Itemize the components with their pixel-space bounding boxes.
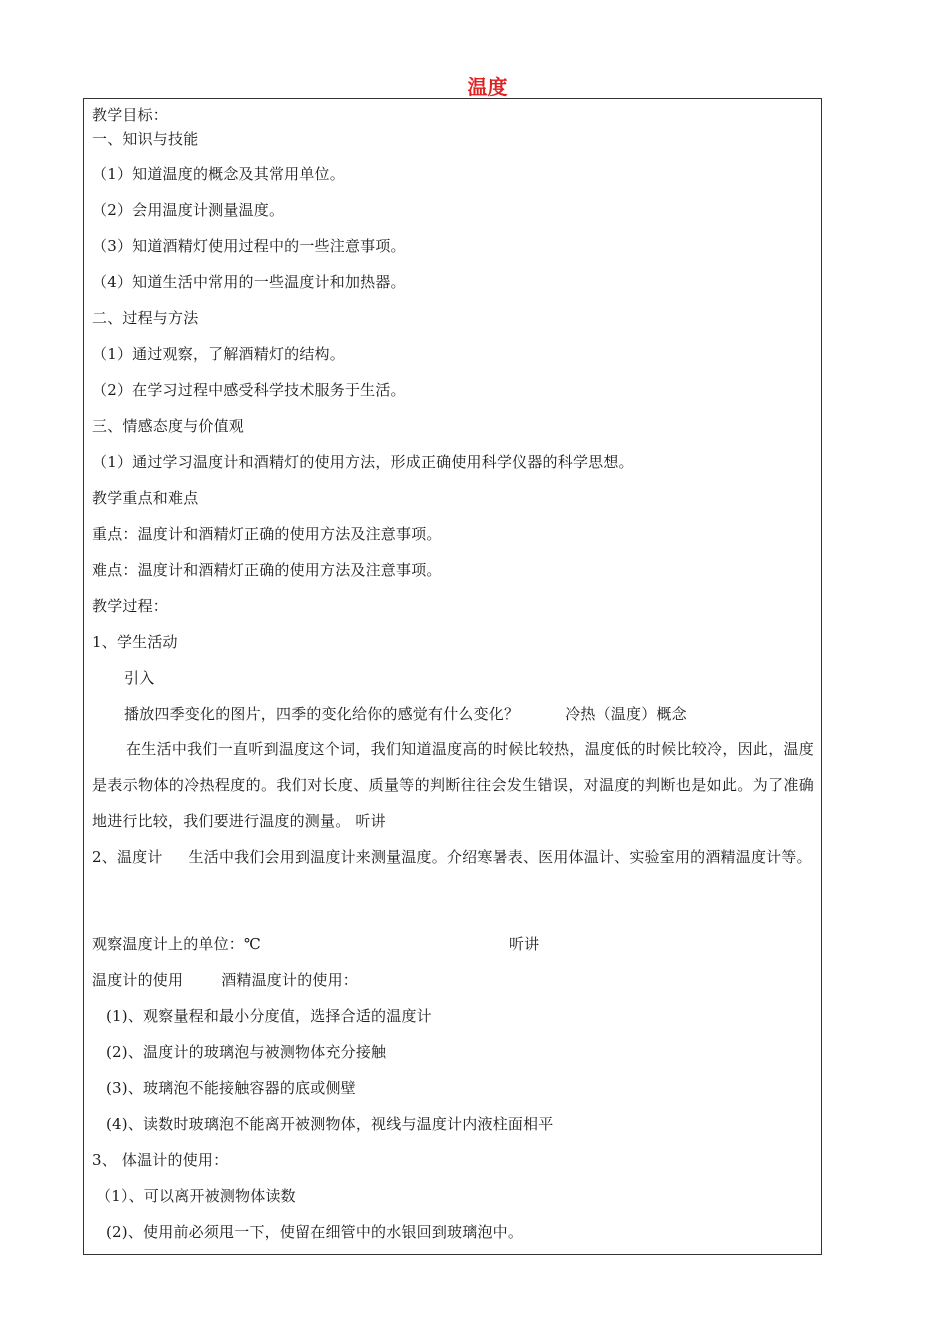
- teaching-process-heading: 教学过程：: [92, 597, 169, 615]
- introduction-label: 引入: [124, 669, 155, 687]
- usage-step: (1)、观察量程和最小分度值，选择合适的温度计: [106, 1007, 432, 1025]
- concept-note: 冷热（温度）概念: [565, 705, 687, 723]
- temperature-intro-paragraph: 在生活中我们一直听到温度这个词，我们知道温度高的时候比较热，温度低的时候比较冷，因此，温度是表示物体的冷热程度的。我们对长度、质量等的判断往往会发生错误，对温度的判断也是如此。为了准确地进行比较，我们要进行温度的测量。 听讲: [92, 740, 814, 830]
- step-clinical-thermometer: 3、 体温计的使用：: [92, 1151, 229, 1169]
- usage-step: (4)、读数时玻璃泡不能离开被测物体，视线与温度计内液柱面相平: [106, 1115, 554, 1133]
- step-student-activity: 1、学生活动: [92, 633, 178, 651]
- thermometer-usage-heading: 温度计的使用: [92, 971, 184, 989]
- listen-note: 听讲: [508, 935, 540, 953]
- teaching-objectives-heading: 教学目标：: [92, 106, 169, 124]
- document-title: 温度: [467, 75, 508, 99]
- key-points-heading: 教学重点和难点: [92, 489, 199, 507]
- seasons-prompt-line: [124, 704, 687, 724]
- section-process-method: 二、过程与方法: [92, 309, 199, 327]
- key-point: 重点：温度计和酒精灯正确的使用方法及注意事项。: [92, 525, 442, 543]
- lesson-plan-box: [83, 98, 822, 1255]
- difficult-point: 难点：温度计和酒精灯正确的使用方法及注意事项。: [92, 561, 442, 579]
- usage-step: (2)、温度计的玻璃泡与被测物体充分接触: [106, 1043, 387, 1061]
- step-thermometer: 2、温度计: [92, 848, 163, 866]
- thermometer-description: 生活中我们会用到温度计来测量温度。介绍寒暑表、医用体温计、实验室用的酒精温度计等。: [188, 848, 812, 866]
- section-attitude-values: 三、情感态度与价值观: [92, 417, 245, 435]
- objective-item: （1）通过观察，了解酒精灯的结构。: [92, 345, 345, 363]
- objective-item: （2）在学习过程中感受科学技术服务于生活。: [92, 381, 406, 399]
- clinical-usage-step: （1）、可以离开被测物体读数: [96, 1187, 296, 1205]
- objective-item: （1）通过学习温度计和酒精灯的使用方法，形成正确使用科学仪器的科学思想。: [92, 453, 634, 471]
- section-knowledge-skills: 一、知识与技能: [92, 130, 199, 148]
- objective-item: （3）知道酒精灯使用过程中的一些注意事项。: [92, 237, 406, 255]
- thermometer-paragraph: [92, 839, 814, 875]
- usage-step: (3)、玻璃泡不能接触容器的底或侧壁: [106, 1079, 356, 1097]
- seasons-prompt: 播放四季变化的图片，四季的变化给你的感觉有什么变化？: [124, 705, 520, 723]
- alcohol-thermometer-usage-heading: 酒精温度计的使用：: [221, 971, 359, 989]
- thermometer-usage-line: [92, 970, 358, 990]
- objective-item: （1）知道温度的概念及其常用单位。: [92, 165, 345, 183]
- clinical-usage-step: (2)、使用前必须甩一下，使留在细管中的水银回到玻璃泡中。: [106, 1223, 524, 1241]
- unit-observation-line: [92, 934, 539, 954]
- objective-item: （2）会用温度计测量温度。: [92, 201, 285, 219]
- objective-item: （4）知道生活中常用的一些温度计和加热器。: [92, 273, 406, 291]
- unit-observation: 观察温度计上的单位：℃: [92, 935, 261, 953]
